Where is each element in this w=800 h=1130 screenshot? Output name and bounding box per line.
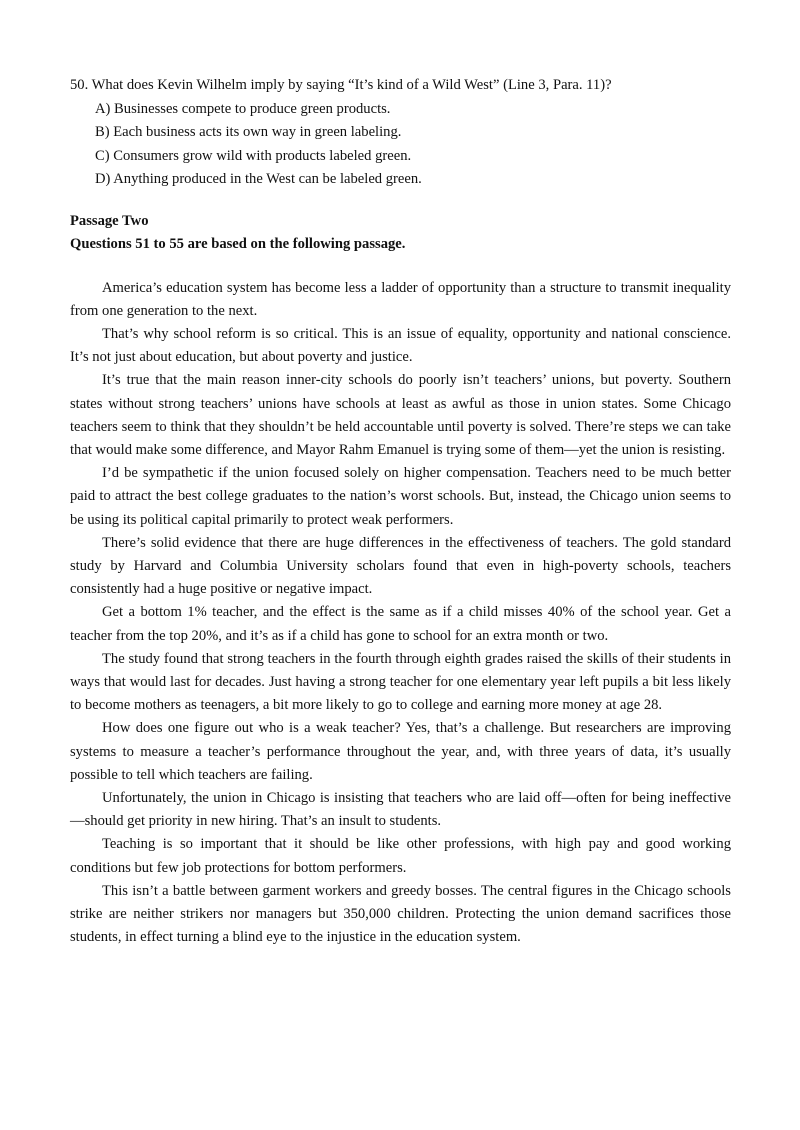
- option-d: D) Anything produced in the West can be labeled green.: [95, 171, 422, 187]
- document-page: [70, 74, 731, 949]
- paragraph-3: It’s true that the main reason inner-city schools do poorly isn’t teachers’ unions, but poverty. Southern states without strong teachers’ unions have schools at least as awful as those in union states. Some Chicago teachers seem to think that they shouldn’t be held accountable until poverty is solved. There’re steps we can take that would make some difference, and Mayor Rahm Emanuel is trying some of them—yet the union is resisting.: [70, 372, 731, 458]
- section-title: Passage Two: [70, 212, 149, 229]
- option-b: B) Each business acts its own way in green labeling.: [95, 124, 402, 140]
- paragraph-10: Teaching is so important that it should be like other professions, with high pay and good working conditions but few job protections for bottom performers.: [70, 836, 731, 876]
- paragraph-9: Unfortunately, the union in Chicago is insisting that teachers who are laid off—often for being ineffective—should get priority in new hiring. That’s an insult to students.: [70, 789, 731, 830]
- paragraph-8: How does one figure out who is a weak teacher? Yes, that’s a challenge. But researchers are improving systems to measure a teacher’s performance throughout the year, and, with three years of data, it’s usually possible to tell which teachers are failing.: [70, 720, 731, 783]
- paragraph-4: I’d be sympathetic if the union focused solely on higher compensation. Teachers need to be much better paid to attract the best college graduates to the nation’s worst schools. But, instead, the Chicago union seems to be using its political capital primarily to protect weak performers.: [70, 465, 731, 528]
- paragraph-2: That’s why school reform is so critical. This is an issue of equality, opportunity and national conscience. It’s not just about education, but about poverty and justice.: [70, 325, 731, 366]
- passage-body: [70, 277, 731, 950]
- paragraph-7: The study found that strong teachers in the fourth through eighth grades raised the skills of their students in ways that would last for decades. Just having a strong teacher for one elementary year left pupils a bit less likely to become mothers as teenagers, a bit more likely to go to college and earning more money at age 28.: [70, 650, 731, 714]
- paragraph-6: Get a bottom 1% teacher, and the effect is the same as if a child misses 40% of the school year. Get a teacher from the top 20%, and it’s as if a child has gone to school for an extra month or two.: [70, 604, 731, 644]
- option-a: A) Businesses compete to produce green products.: [95, 100, 391, 117]
- question-50-options: [70, 98, 731, 192]
- section-instruction: Questions 51 to 55 are based on the following passage.: [70, 236, 406, 252]
- option-c: C) Consumers grow wild with products labeled green.: [95, 147, 412, 164]
- paragraph-11: This isn’t a battle between garment workers and greedy bosses. The central figures in the Chicago schools strike are neither strikers nor managers but 350,000 children. Protecting the union demand sacrifices those students, in effect turning a blind eye to the injustice in the education system.: [70, 882, 731, 946]
- paragraph-5: There’s solid evidence that there are huge differences in the effectiveness of teachers. The gold standard study by Harvard and Columbia University scholars found that even in high-poverty schools, teachers consistently had a huge positive or negative impact.: [70, 534, 731, 598]
- question-50-stem: 50. What does Kevin Wilhelm imply by saying “It’s kind of a Wild West” (Line 3, Para. 11)?: [70, 77, 612, 93]
- paragraph-1: America’s education system has become less a ladder of opportunity than a structure to transmit inequality from one generation to the next.: [70, 279, 731, 319]
